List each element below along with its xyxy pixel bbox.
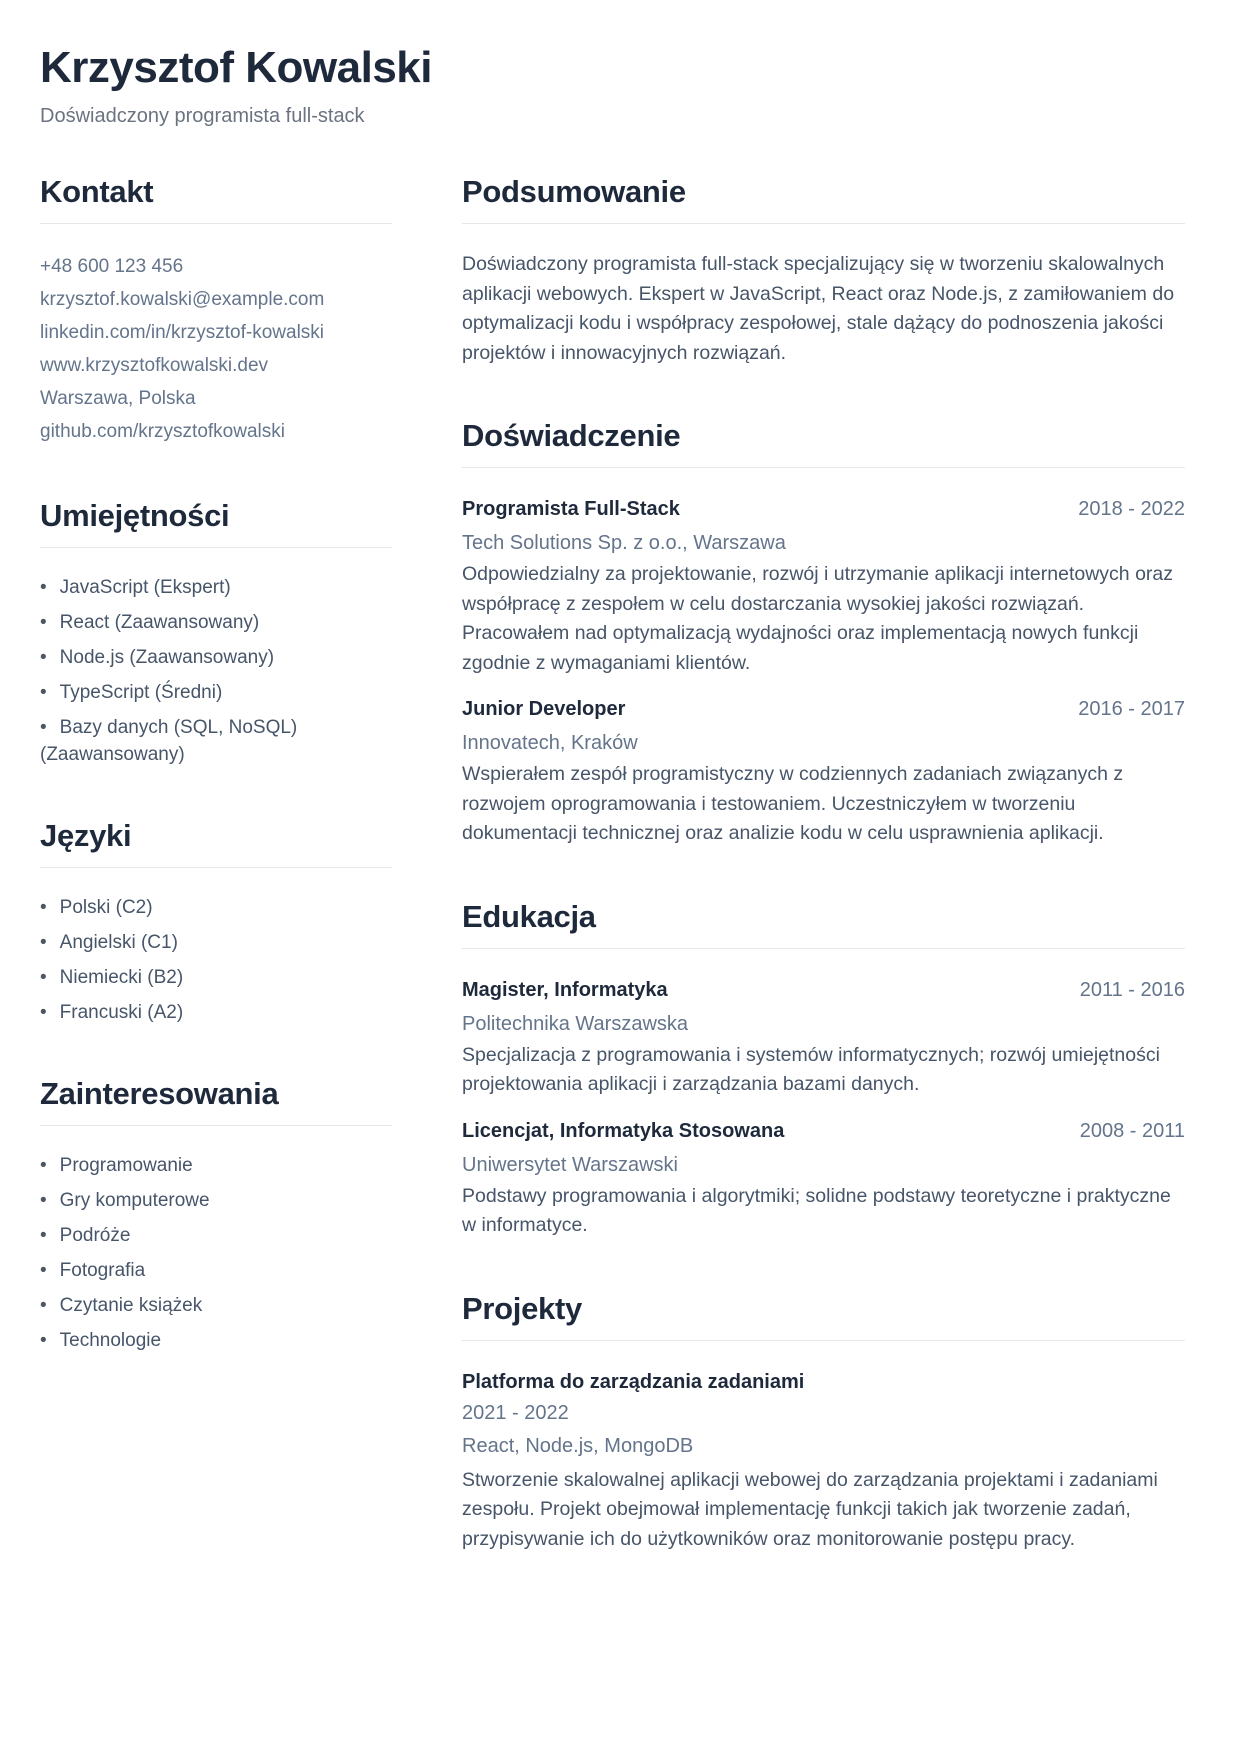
experience-entry: [462, 694, 1185, 849]
experience-dates: 2018 - 2022: [1078, 498, 1185, 521]
contact-phone: +48 600 123 456: [40, 256, 184, 278]
skill-item: • JavaScript (Ekspert): [40, 574, 392, 601]
contact-website: www.krzysztofkowalski.dev: [40, 355, 269, 377]
main-content: [462, 174, 1185, 1554]
education-description: Podstawy programowania i algorytmiki; solidne podstawy teoretyczne i praktyczne w informatyce.: [462, 1184, 1171, 1237]
contact-location: Warszawa, Polska: [40, 388, 196, 410]
section-interests: [40, 1076, 392, 1354]
education-entry: [462, 975, 1185, 1100]
education-degree: Licencjat, Informatyka Stosowana: [462, 1119, 785, 1142]
person-name: Krzysztof Kowalski: [40, 43, 432, 92]
experience-company: Innovatech, Kraków: [462, 732, 638, 755]
education-entry-header: [462, 1116, 1185, 1146]
sidebar: [40, 174, 392, 1362]
section-education: [462, 899, 1185, 1241]
experience-dates: 2016 - 2017: [1078, 698, 1185, 721]
project-dates: 2021 - 2022: [462, 1401, 569, 1424]
contact-email: krzysztof.kowalski@example.com: [40, 289, 325, 311]
skills-list: [40, 574, 392, 768]
interest-item: • Programowanie: [40, 1152, 392, 1179]
experience-section-title: Doświadczenie: [462, 418, 1185, 468]
project-description: Stworzenie skalowalnej aplikacji webowej do zarządzania projektami i zadaniami zespołu. Projekt obejmował implementację funkcji takich jak tworzenie zadań, przypisywanie ich do użytkowników oraz monitorowanie postępu pracy.: [462, 1468, 1158, 1550]
summary-text: Doświadczony programista full-stack specjalizujący się w tworzeniu skalowalnych aplikacji webowych. Ekspert w JavaScript, React oraz Node.js, z zamiłowaniem do optymalizacji kodu i współpracy zespołowej, stale dążący do podnoszenia jakości projektów i innowacyjnych rozwiązań.: [462, 253, 1175, 364]
skill-item: • React (Zaawansowany): [40, 609, 392, 636]
interest-item: • Technologie: [40, 1327, 392, 1354]
resume-header: [40, 44, 1185, 128]
section-skills: [40, 498, 392, 768]
contact-list: [40, 250, 392, 448]
interest-item: • Czytanie książek: [40, 1292, 392, 1319]
education-dates: 2011 - 2016: [1079, 978, 1185, 1001]
education-dates: 2008 - 2011: [1079, 1119, 1185, 1142]
skill-item: • TypeScript (Średni): [40, 679, 392, 706]
education-school: Uniwersytet Warszawski: [462, 1153, 678, 1176]
projects-section-title: Projekty: [462, 1291, 1185, 1341]
project-entry: [462, 1367, 1185, 1555]
contact-linkedin: linkedin.com/in/krzysztof-kowalski: [40, 322, 325, 344]
education-entry-header: [462, 975, 1185, 1005]
interests-section-title: Zainteresowania: [40, 1076, 392, 1126]
interest-item: • Gry komputerowe: [40, 1187, 392, 1214]
experience-entry: [462, 494, 1185, 678]
project-technologies: React, Node.js, MongoDB: [462, 1434, 694, 1457]
experience-company: Tech Solutions Sp. z o.o., Warszawa: [462, 532, 786, 555]
experience-entry-header: [462, 494, 1185, 524]
interest-item: • Fotografia: [40, 1257, 392, 1284]
interests-list: [40, 1152, 392, 1354]
section-contact: [40, 174, 392, 448]
education-section-title: Edukacja: [462, 899, 1185, 949]
contact-section-title: Kontakt: [40, 174, 392, 224]
language-item: • Niemiecki (B2): [40, 964, 392, 991]
skills-section-title: Umiejętności: [40, 498, 392, 548]
resume-columns: [40, 174, 1185, 1554]
section-experience: [462, 418, 1185, 849]
education-description: Specjalizacja z programowania i systemów informatycznych; rozwój umiejętności projektowania aplikacji i zarządzania bazami danych.: [462, 1043, 1160, 1096]
languages-section-title: Języki: [40, 818, 392, 868]
language-item: • Angielski (C1): [40, 929, 392, 956]
education-degree: Magister, Informatyka: [462, 978, 668, 1001]
project-name: Platforma do zarządzania zadaniami: [462, 1370, 805, 1393]
section-summary: [462, 174, 1185, 368]
language-item: • Francuski (A2): [40, 999, 392, 1026]
language-item: • Polski (C2): [40, 894, 392, 921]
summary-section-title: Podsumowanie: [462, 174, 1185, 224]
person-job-title: Doświadczony programista full-stack: [40, 105, 365, 128]
education-entry: [462, 1116, 1185, 1241]
experience-role: Junior Developer: [462, 698, 626, 721]
languages-list: [40, 894, 392, 1026]
experience-description: Wspierałem zespół programistyczny w codziennych zadaniach związanych z rozwojem oprogramowania i testowaniem. Uczestniczyłem w tworzeniu dokumentacji technicznej oraz analizie kodu w celu usprawnienia aplikacji.: [462, 763, 1124, 845]
experience-role: Programista Full-Stack: [462, 498, 680, 521]
education-school: Politechnika Warszawska: [462, 1012, 689, 1035]
interest-item: • Podróże: [40, 1222, 392, 1249]
skill-item: • Node.js (Zaawansowany): [40, 644, 392, 671]
section-languages: [40, 818, 392, 1026]
experience-entry-header: [462, 694, 1185, 724]
skill-item: • Bazy danych (SQL, NoSQL) (Zaawansowany): [40, 714, 392, 768]
section-projects: [462, 1291, 1185, 1555]
contact-github: github.com/krzysztofkowalski: [40, 421, 285, 443]
experience-description: Odpowiedzialny za projektowanie, rozwój i utrzymanie aplikacji internetowych oraz współpracę z zespołem w celu dostarczania wysokiej jakości rozwiązań. Pracowałem nad optymalizacją wydajności oraz implementacją nowych funkcji zgodnie z wymaganiami klientów.: [462, 563, 1173, 674]
